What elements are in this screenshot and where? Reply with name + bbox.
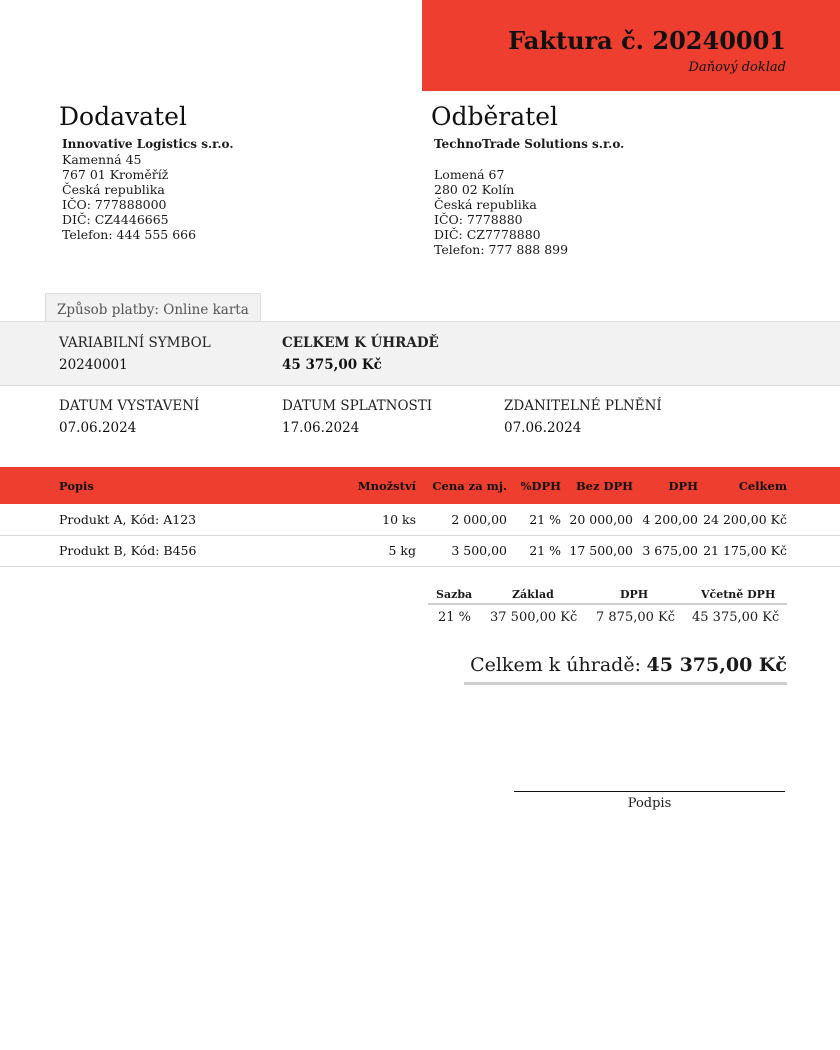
item-unit-price: 2 000,00	[451, 512, 507, 527]
items-table-header	[0, 467, 840, 504]
due-date-value: 17.06.2024	[282, 420, 360, 436]
variable-symbol-value: 20240001	[59, 357, 128, 373]
invoice-title: Faktura č. 20240001	[508, 26, 786, 55]
customer-country: Česká republika	[434, 197, 537, 212]
item-net: 17 500,00	[569, 543, 633, 558]
item-vat-rate: 21 %	[529, 543, 561, 558]
vat-summary-gross-header: Včetně DPH	[701, 588, 776, 601]
due-date-label: DATUM SPLATNOSTI	[282, 398, 433, 414]
vat-summary-rate-header: Sazba	[436, 588, 473, 601]
item-net: 20 000,00	[569, 512, 633, 527]
supplier-ico: IČO: 777888000	[62, 197, 167, 212]
customer-heading: Odběratel	[431, 102, 558, 131]
amount-due-field	[282, 335, 439, 373]
table-row	[0, 504, 840, 536]
vat-summary-vat: 7 875,00 Kč	[596, 610, 676, 625]
supplier-heading: Dodavatel	[59, 102, 187, 131]
item-total: 21 175,00 Kč	[703, 543, 787, 558]
col-vat: DPH	[668, 479, 698, 493]
signature-line	[514, 791, 785, 792]
amount-due-value: 45 375,00 Kč	[282, 357, 382, 373]
taxable-date-value: 07.06.2024	[504, 420, 582, 436]
item-quantity: 10 ks	[382, 512, 416, 527]
taxable-date-label: ZDANITELNÉ PLNĚNÍ	[504, 398, 662, 414]
customer-dic: DIČ: CZ7778880	[434, 227, 541, 242]
supplier-block	[59, 102, 419, 242]
item-total: 24 200,00 Kč	[703, 512, 787, 527]
grand-total-value: 45 375,00 Kč	[646, 654, 787, 676]
customer-city: 280 02 Kolín	[434, 182, 515, 197]
item-unit-price: 3 500,00	[451, 543, 507, 558]
vat-summary-rate: 21 %	[438, 610, 472, 625]
variable-symbol-field	[59, 335, 211, 373]
supplier-city: 767 01 Kroměříž	[62, 167, 169, 182]
item-vat-rate: 21 %	[529, 512, 561, 527]
payment-method-tab: Způsob platby: Online karta	[45, 293, 261, 322]
customer-ico: IČO: 7778880	[434, 212, 523, 227]
customer-name: TechnoTrade Solutions s.r.o.	[434, 137, 625, 151]
supplier-dic: DIČ: CZ4446665	[62, 212, 169, 227]
variable-symbol-label: VARIABILNÍ SYMBOL	[59, 335, 211, 351]
col-net: Bez DPH	[575, 479, 633, 493]
customer-street: Lomená 67	[434, 167, 505, 182]
issue-date-value: 07.06.2024	[59, 420, 137, 436]
item-description: Produkt A, Kód: A123	[59, 512, 197, 527]
taxable-date-field	[504, 398, 662, 436]
customer-phone: Telefon: 777 888 899	[434, 242, 569, 257]
grand-total-label: Celkem k úhradě:	[470, 654, 641, 676]
issue-date-label: DATUM VYSTAVENÍ	[59, 398, 200, 414]
vat-summary-vat-header: DPH	[620, 588, 649, 601]
invoice-subtitle: Daňový doklad	[688, 60, 786, 75]
supplier-country: Česká republika	[62, 182, 165, 197]
issue-date-field	[59, 398, 199, 436]
item-vat: 3 675,00	[642, 543, 698, 558]
col-unit-price: Cena za mj.	[432, 479, 507, 493]
item-quantity: 5 kg	[388, 543, 416, 558]
supplier-name: Innovative Logistics s.r.o.	[62, 137, 234, 151]
vat-summary-gross: 45 375,00 Kč	[692, 610, 780, 625]
vat-summary-base-header: Základ	[512, 588, 554, 601]
vat-summary-base: 37 500,00 Kč	[490, 610, 578, 625]
col-total: Celkem	[738, 479, 787, 493]
signature-label: Podpis	[627, 796, 672, 811]
customer-block	[431, 102, 791, 257]
item-vat: 4 200,00	[642, 512, 698, 527]
table-row	[0, 535, 840, 567]
col-quantity: Množství	[357, 479, 416, 493]
col-description: Popis	[59, 479, 94, 493]
item-description: Produkt B, Kód: B456	[59, 543, 197, 558]
col-vat-rate: %DPH	[520, 479, 561, 493]
vat-summary-divider	[428, 603, 787, 605]
supplier-phone: Telefon: 444 555 666	[62, 227, 197, 242]
due-date-field	[282, 398, 432, 436]
grand-total-box	[464, 654, 787, 685]
supplier-street: Kamenná 45	[62, 152, 142, 167]
amount-due-label: CELKEM K ÚHRADĚ	[282, 335, 439, 351]
